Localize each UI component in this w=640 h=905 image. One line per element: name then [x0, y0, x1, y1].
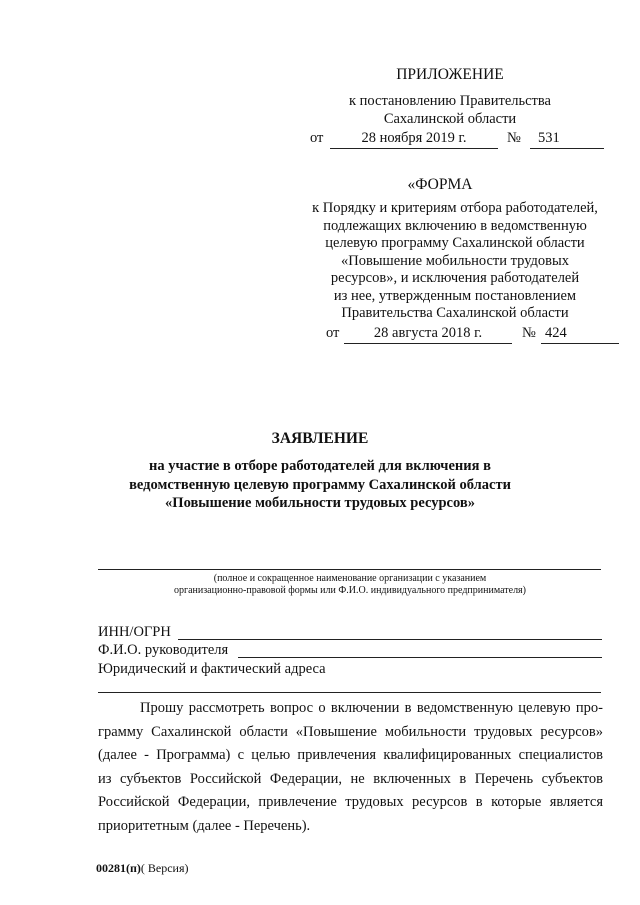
- org-name-line: [98, 569, 601, 570]
- form-date: 28 августа 2018 г.: [344, 325, 512, 344]
- subtitle-line: ведомственную целевую программу Сахалинской области: [129, 476, 511, 493]
- org-caption: [110, 573, 590, 597]
- form-title: «ФОРМА: [407, 176, 473, 193]
- inn-label: ИНН/ОГРН: [98, 624, 171, 640]
- body-line: приоритетным (далее - Перечень).: [98, 817, 311, 834]
- appendix-line-1: к постановлению Правительства: [349, 93, 551, 109]
- form-line: подлежащих включению в ведомственную: [323, 217, 587, 234]
- appendix-title: ПРИЛОЖЕНИЕ: [396, 66, 504, 83]
- footer-code: 00281(п): [96, 861, 141, 875]
- document-title: ЗАЯВЛЕНИЕ: [271, 430, 369, 447]
- appendix-line-2: Сахалинской области: [383, 111, 517, 127]
- body-paragraph: [98, 697, 603, 839]
- body-line: Российской Федерации, привлечение трудовых ресурсов в которые является: [98, 794, 603, 811]
- caption-line: организационно-правовой формы или Ф.И.О. индивидуального предпринимателя): [173, 585, 526, 596]
- body-line: Прошу рассмотреть вопрос о включении в ведомственную целевую про-: [140, 700, 603, 716]
- form-line: Правительства Сахалинской области: [341, 305, 569, 321]
- form-line: целевую программу Сахалинской области: [325, 235, 585, 251]
- form-from-label: от: [326, 325, 340, 341]
- caption-line: (полное и сокращенное наименование организации с указанием: [213, 573, 487, 584]
- subtitle-line: «Повышение мобильности трудовых ресурсов»: [165, 495, 475, 511]
- subtitle-line: на участие в отборе работодателей для включения в: [149, 458, 491, 474]
- director-label: Ф.И.О. руководителя: [98, 642, 229, 658]
- appendix-from-label: от: [310, 130, 324, 146]
- form-number: 424: [541, 325, 619, 344]
- body-line: из субъектов Российской Федерации, не включенных в Перечень субъектов: [98, 770, 603, 787]
- form-num-label: №: [522, 325, 536, 341]
- appendix-date: 28 ноября 2019 г.: [330, 130, 498, 149]
- inn-line: [178, 639, 602, 640]
- address-label: Юридический и фактический адреса: [98, 661, 326, 677]
- form-lines: [300, 200, 610, 323]
- body-line: (далее - Программа) с целью привлечения квалифицированных специалистов: [98, 747, 603, 764]
- form-line: ресурсов», и исключения работодателей: [330, 270, 580, 286]
- body-line: грамму Сахалинской области «Повышение мобильности трудовых ресурсов»: [98, 723, 603, 740]
- appendix-number: 531: [530, 130, 604, 149]
- form-line: к Порядку и критериям отбора работодателей,: [312, 200, 598, 216]
- footer: [96, 861, 189, 875]
- document-subtitle: [60, 457, 580, 513]
- appendix-num-label: №: [507, 130, 521, 146]
- address-line: [98, 692, 601, 693]
- form-line: «Повышение мобильности трудовых: [340, 252, 570, 269]
- form-line: из нее, утвержденным постановлением: [333, 287, 577, 304]
- director-line: [238, 657, 602, 658]
- footer-version: ( Версия): [140, 861, 189, 875]
